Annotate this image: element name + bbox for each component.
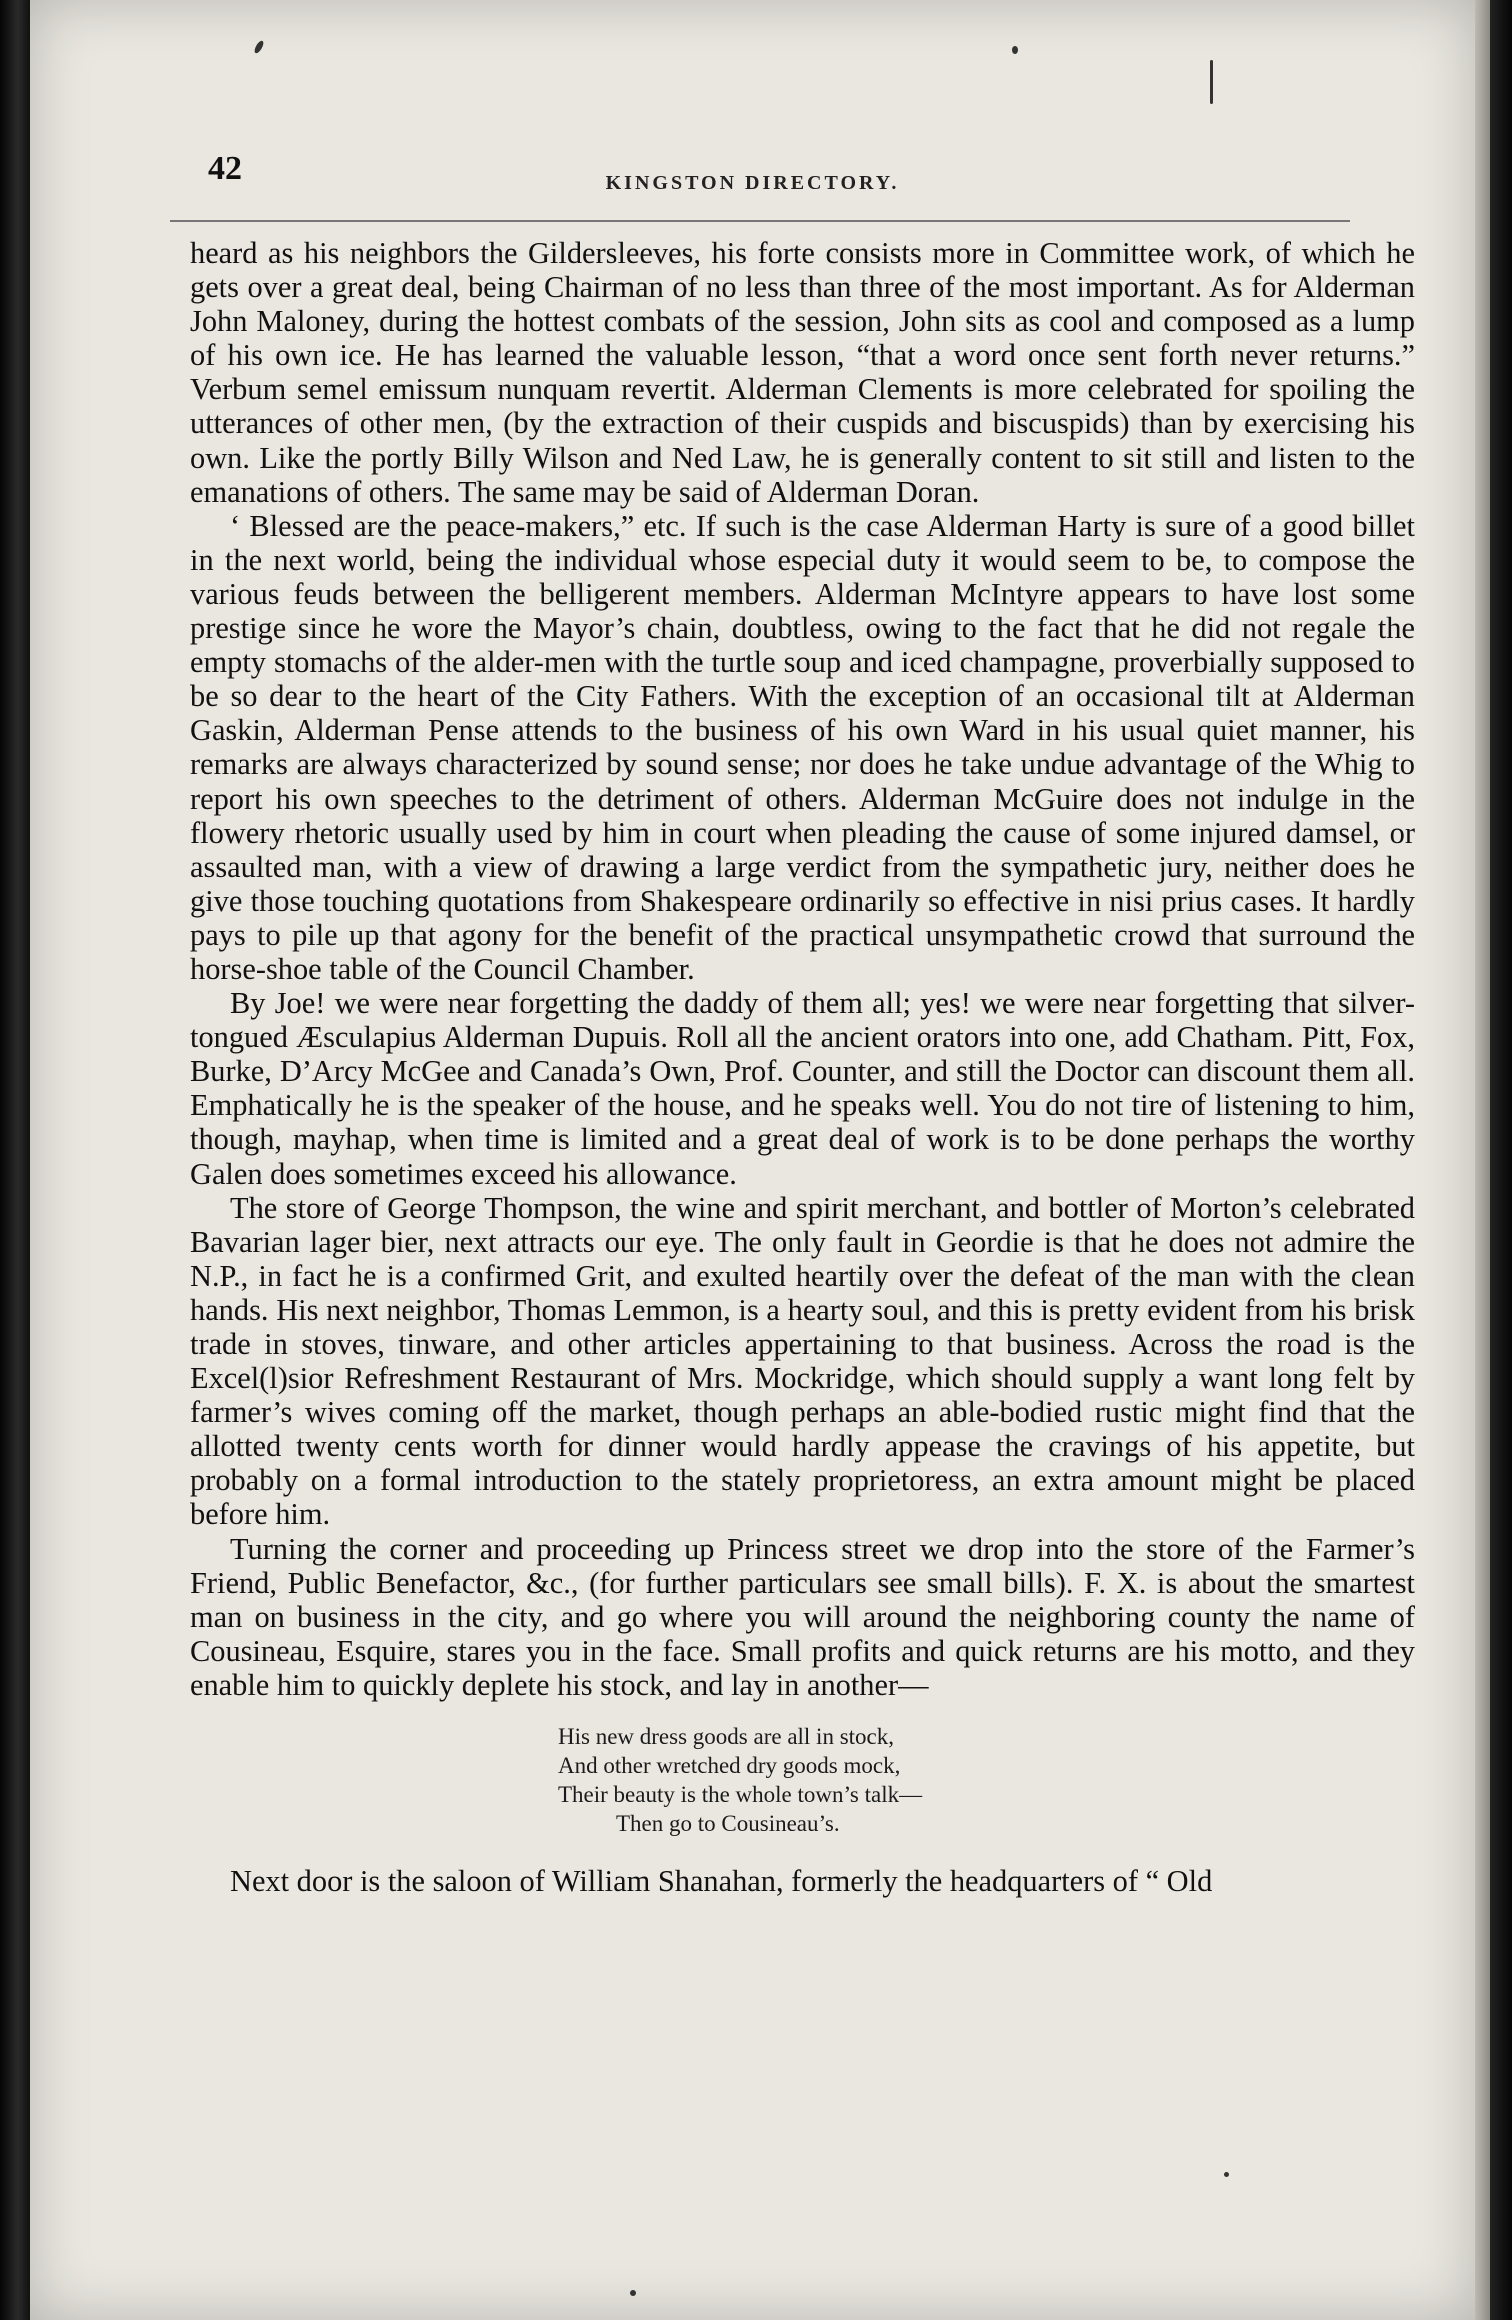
dust-speck: [1224, 2172, 1229, 2177]
verse: [558, 1722, 1415, 1838]
final-line: Next door is the saloon of William Shanahan, formerly the headquarters of “ Old: [230, 1864, 1213, 1899]
film-border-right: [1490, 0, 1512, 2320]
verse-line: Then go to Cousineau’s.: [616, 1811, 840, 1837]
dust-speck: [630, 2290, 636, 2296]
verse-line: Their beauty is the whole town’s talk—: [558, 1782, 923, 1808]
paragraph: Turning the corner and proceeding up Princess street we drop into the store of the Farmer’s Friend, Public Benefactor, &c., (for further particulars see small bills). F. X. is about the smartest man on business in the city, and go where you will around the neighboring county the name of Cousineau, Esquire, stares you in the face. Small profits and quick returns are his motto, and they enable him to quickly deplete his stock, and lay in another—: [190, 1531, 1415, 1702]
page-number: 42: [208, 150, 242, 187]
verse-line: And other wretched dry goods mock,: [558, 1753, 901, 1779]
paragraph: The store of George Thompson, the wine and spirit merchant, and bottler of Morton’s celebrated Bavarian lager bier, next attracts our eye. The only fault in Geordie is that he does not admire the N.P., in fact he is a confirmed Grit, and exulted heartily over the defeat of the man with the clean hands. His next neighbor, Thomas Lemmon, is a hearty soul, and this is pretty evident from his brisk trade in stoves, tinware, and other articles appertaining to that business. Across the road is the Excel(l)sior Refreshment Restaurant of Mrs. Mockridge, which should supply a want long felt by farmer’s wives coming off the market, though perhaps an able-bodied rustic might find that the allotted twenty cents worth for dinner would hardly appease the cravings of his appetite, but probably on a formal introduction to the stately proprietoress, an extra amount might be placed before him.: [190, 1190, 1415, 1532]
paragraph: ‘ Blessed are the peace-makers,” etc. If such is the case Alderman Harty is sure of a good billet in the next world, being the individual whose especial duty it would seem to be, to compose the various feuds between the belligerent members. Alderman McIntyre appears to have lost some prestige since he wore the Mayor’s chain, doubtless, owing to the fact that he did not regale the empty stomachs of the alder-men with the turtle soup and iced champagne, proverbially supposed to be so dear to the heart of the City Fathers. With the exception of an occasional tilt at Alderman Gaskin, Alderman Pense attends to the business of his own Ward in his usual quiet manner, his remarks are always characterized by sound sense; nor does he take undue advantage of the Whig to report his own speeches to the detriment of others. Alderman McGuire does not indulge in the flowery rhetoric usually used by him in court when pleading the cause of some injured damsel, or assaulted man, with a view of drawing a large verdict from the sympathetic jury, neither does he give those touching quotations from Shakespeare ordinarily so effective in nisi prius cases. It hardly pays to pile up that agony for the benefit of the practical unsympathetic crowd that surround the horse-shoe table of the Council Chamber.: [190, 508, 1415, 986]
scanned-page: [30, 0, 1475, 2320]
film-border-left: [0, 0, 30, 2320]
body-text: [190, 236, 1415, 1898]
dust-speck: [1012, 46, 1018, 54]
header-rule: [170, 220, 1350, 222]
verse-line: His new dress goods are all in stock,: [558, 1724, 894, 1750]
dust-speck: [253, 39, 265, 54]
running-head: KINGSTON DIRECTORY.: [605, 172, 900, 194]
page-edge: [1475, 0, 1490, 2320]
dust-speck: [1210, 60, 1213, 104]
paragraph: heard as his neighbors the Gildersleeves, his forte consists more in Committee work, of which he gets over a great deal, being Chairman of no less than three of the most important. As for Alderman John Maloney, during the hottest combats of the session, John sits as cool and composed as a lump of his own ice. He has learned the valuable lesson, “that a word once sent forth never returns.” Verbum semel emissum nunquam revertit. Alderman Clements is more celebrated for spoiling the utterances of other men, (by the extraction of their cuspids and biscuspids) than by exercising his own. Like the portly Billy Wilson and Ned Law, he is generally content to sit still and listen to the emanations of others. The same may be said of Alderman Doran.: [190, 236, 1415, 509]
page-header: [30, 150, 1475, 200]
paragraph: By Joe! we were near forgetting the daddy of them all; yes! we were near forgetting that silver-tongued Æsculapius Alderman Dupuis. Roll all the ancient orators into one, add Chatham. Pitt, Fox, Burke, D’Arcy McGee and Canada’s Own, Prof. Counter, and still the Doctor can discount them all. Emphatically he is the speaker of the house, and he speaks well. You do not tire of listening to him, though, mayhap, when time is limited and a great deal of work is to be done perhaps the worthy Galen does sometimes exceed his allowance.: [190, 986, 1415, 1191]
